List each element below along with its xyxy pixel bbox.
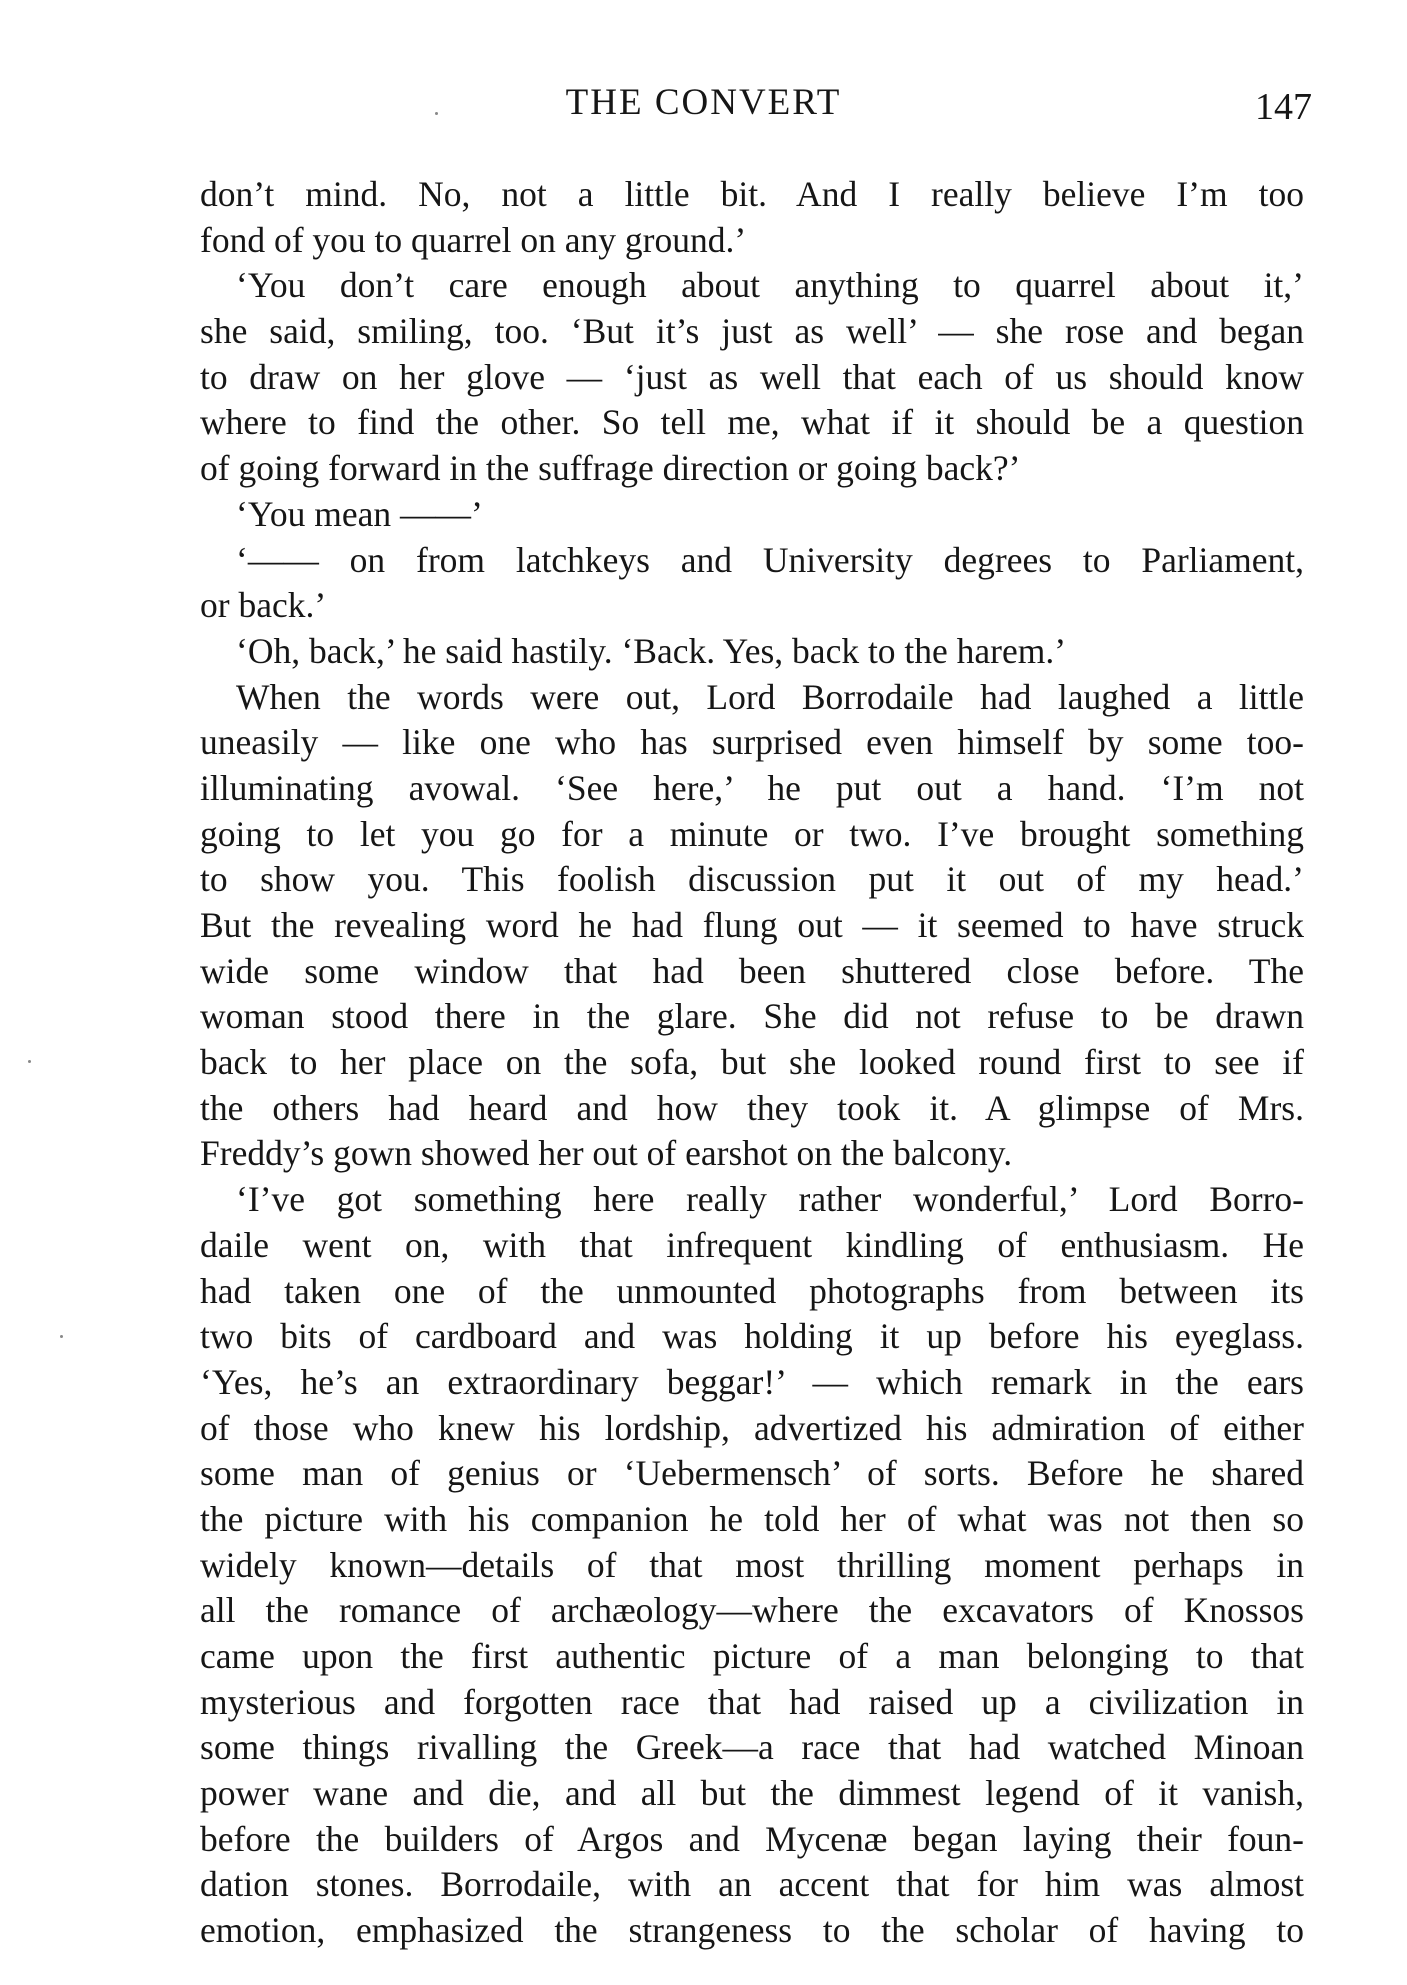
text-line: emotion, emphasized the strangeness to the scholar of having to [200,1910,1304,1951]
running-title: THE CONVERT [565,82,842,123]
text-line: But the revealing word he had flung out — it seemed to have struck [200,905,1304,945]
text-line: came upon the first authentic picture of a man belonging to that [200,1636,1304,1676]
text-line: where to find the other. So tell me, what if it should be a question [200,402,1304,443]
text-line: ‘I’ve got something here really rather wonderful,’ Lord Borro- [236,1179,1304,1220]
text-line: had taken one of the unmounted photographs from between its [200,1270,1304,1311]
text-line: ‘You don’t care enough about anything to quarrel about it,’ [236,265,1304,306]
text-line: ‘Oh, back,’ he said hastily. ‘Back. Yes, back to the harem.’ [236,630,1067,671]
text-line: the others had heard and how they took it. A glimpse of Mrs. [200,1087,1304,1128]
text-line: she said, smiling, too. ‘But it’s just as well’ — she rose and began [200,311,1304,352]
text-line: dation stones. Borrodaile, with an accent that for him was almost [200,1864,1304,1905]
text-line: illuminating avowal. ‘See here,’ he put out a hand. ‘I’m not [200,767,1304,808]
body-text [200,172,1304,1954]
text-line: ‘You mean ——’ [236,493,483,534]
text-line: some things rivalling the Greek—a race that had watched Minoan [200,1727,1304,1768]
scan-speck [60,1335,63,1338]
text-line: of going forward in the suffrage direction or going back?’ [200,448,1021,489]
text-line: two bits of cardboard and was holding it up before his eyeglass. [200,1316,1304,1357]
text-line: woman stood there in the glare. She did not refuse to be drawn [200,996,1304,1037]
text-line: Freddy’s gown showed her out of earshot on the balcony. [200,1133,1013,1174]
text-line: or back.’ [200,585,327,626]
text-line: don’t mind. No, not a little bit. And I really believe I’m too [200,174,1304,214]
text-line: daile went on, with that infrequent kindling of enthusiasm. He [200,1224,1304,1265]
text-line: wide some window that had been shuttered close before. The [200,950,1304,991]
text-line: to show you. This foolish discussion put it out of my head.’ [200,859,1304,900]
text-line: back to her place on the sofa, but she looked round first to see if [200,1042,1304,1083]
text-line: to draw on her glove — ‘just as well that each of us should know [200,356,1304,397]
text-line: ‘Yes, he’s an extraordinary beggar!’ — which remark in the ears [200,1361,1304,1402]
text-line: uneasily — like one who has surprised even himself by some too- [200,722,1304,763]
text-line: going to let you go for a minute or two. I’ve brought something [200,813,1304,854]
text-line: mysterious and forgotten race that had raised up a civilization in [200,1681,1304,1722]
text-line: before the builders of Argos and Mycenæ began laying their foun- [200,1818,1304,1859]
text-line: the picture with his companion he told her of what was not then so [200,1498,1304,1539]
text-line: some man of genius or ‘Uebermensch’ of sorts. Before he shared [200,1453,1304,1494]
text-line: of those who knew his lordship, advertized his admiration of either [200,1407,1304,1448]
text-line: power wane and die, and all but the dimmest legend of it vanish, [200,1773,1304,1814]
page-number: 147 [1255,86,1312,128]
scan-speck [28,1060,31,1063]
text-line: widely known—details of that most thrilling moment perhaps in [200,1544,1304,1585]
running-head [0,78,1407,138]
scan-speck [435,112,438,115]
text-line: fond of you to quarrel on any ground.’ [200,219,747,260]
text-line: all the romance of archæology—where the excavators of Knossos [200,1590,1304,1631]
text-line: When the words were out, Lord Borrodaile had laughed a little [236,676,1304,717]
text-line: ‘—— on from latchkeys and University degrees to Parliament, [236,539,1304,580]
